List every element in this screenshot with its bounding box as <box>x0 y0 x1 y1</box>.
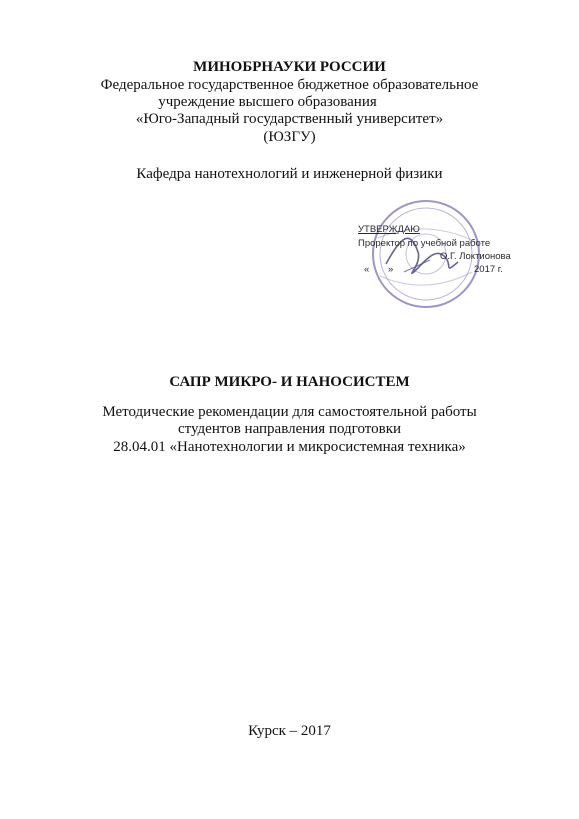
institution-line-1: Федеральное государственное бюджетное образовательное <box>100 77 479 93</box>
place-and-year: Курск – 2017 <box>248 723 331 739</box>
approval-date-open: « <box>364 264 370 275</box>
approval-stamp-block <box>348 198 538 316</box>
approval-year: 2017 г. <box>474 264 503 275</box>
document-subtitle-line-1: Методические рекомендации для самостоятельной работы <box>102 404 477 420</box>
institution-line-2: учреждение высшего образования <box>158 94 377 110</box>
document-title: САПР МИКРО- И НАНОСИСТЕМ <box>169 374 410 390</box>
approval-signatory: О.Г. Локтионова <box>440 251 511 262</box>
approval-title: УТВЕРЖДАЮ <box>358 224 420 235</box>
approval-position: Проректор по учебной работе <box>358 238 491 249</box>
document-subtitle-line-2: студентов направления подготовки <box>177 421 402 437</box>
university-name: «Юго-Западный государственный университет» <box>135 111 444 127</box>
approval-date-close: » <box>388 264 394 275</box>
department-name: Кафедра нанотехнологий и инженерной физики <box>136 166 443 182</box>
document-subtitle-line-3: 28.04.01 «Нанотехнологии и микросистемная техника» <box>113 439 466 455</box>
ministry-name: МИНОБРНАУКИ РОССИИ <box>193 59 386 75</box>
university-abbreviation: (ЮЗГУ) <box>263 129 316 145</box>
